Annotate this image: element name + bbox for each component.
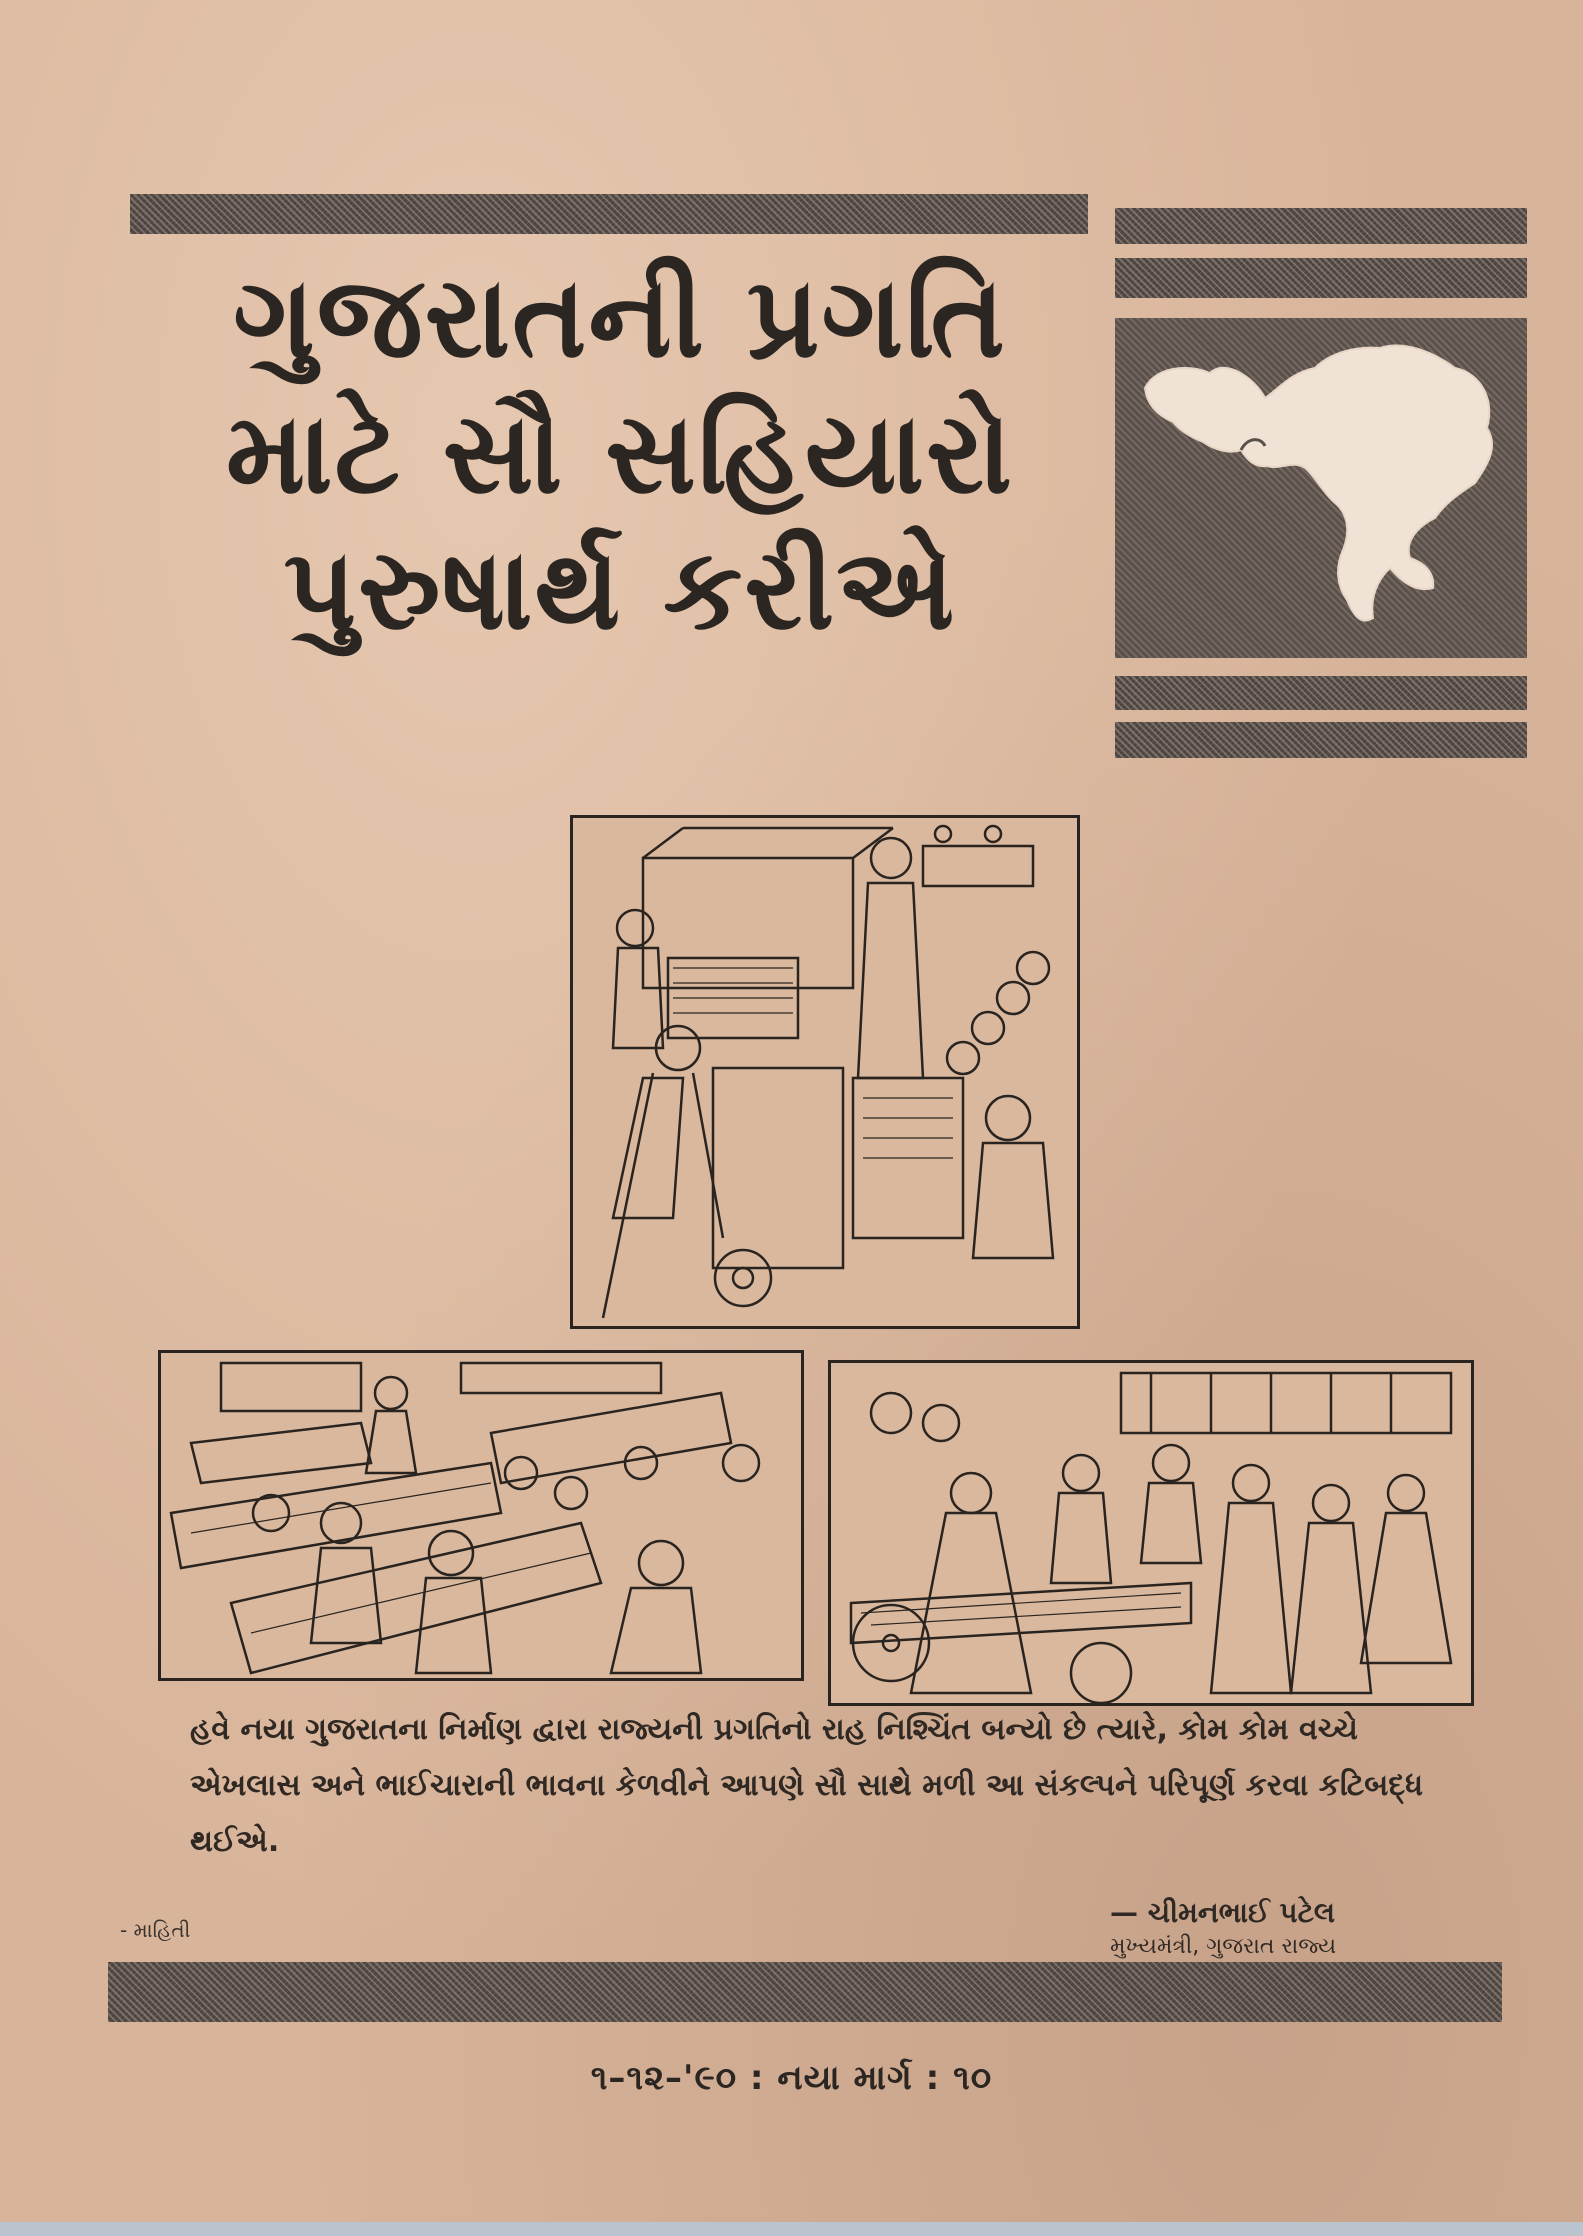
bottom-rule bbox=[108, 1962, 1502, 2022]
headline-line-1: ગુજરાતની પ્રગતિ bbox=[233, 253, 1007, 383]
office-illustration-frame bbox=[158, 1350, 804, 1681]
signatory-title: મુખ્યમંત્રી, ગુજરાત રાજ્ય bbox=[1110, 1934, 1337, 1959]
headline-line-2: માટે સૌ સહિયારો bbox=[226, 389, 1014, 519]
page-footer: ૧–૧૨–'૯૦ : નયા માર્ગ : ૧૦ bbox=[590, 2058, 993, 2098]
factory-workers-illustration bbox=[573, 818, 1077, 1326]
body-paragraph: હવે નયા ગુજરાતના નિર્માણ દ્વારા રાજ્યની પ્રગતિનો રાહ નિશ્ચિંત બન્યો છે ત્યારે, કોમ કોમ વચ્ચે એખલાસ અને ભાઈચારાની ભાવના કેળવીને આપણે સૌ સાથે મળી આ સંકલ્પને પરિપૂર્ણ કરવા કટિબદ્ધ થઈએ. bbox=[190, 1712, 1424, 1859]
market-illustration-frame bbox=[828, 1360, 1474, 1706]
signature-block bbox=[1110, 1896, 1440, 1959]
headline-line-3: પુરુષાર્થ કરીએ bbox=[283, 525, 957, 655]
gujarat-map-panel bbox=[1115, 318, 1527, 658]
office-workers-illustration bbox=[161, 1353, 801, 1678]
market-scene-illustration bbox=[831, 1363, 1471, 1703]
headline bbox=[150, 250, 1090, 658]
signatory-name: — ચીમનભાઈ પટેલ bbox=[1110, 1896, 1336, 1929]
source-credit: - માહિતી bbox=[120, 1918, 191, 1942]
gujarat-map-icon bbox=[1115, 318, 1527, 658]
factory-illustration-frame bbox=[570, 815, 1080, 1329]
map-rule-top bbox=[1115, 258, 1527, 298]
map-rule-bottom-1 bbox=[1115, 676, 1527, 710]
scan-edge-strip bbox=[0, 2222, 1583, 2236]
map-rule-bottom-2 bbox=[1115, 722, 1527, 758]
top-rule-left bbox=[130, 194, 1088, 234]
top-rule-right bbox=[1115, 208, 1527, 244]
